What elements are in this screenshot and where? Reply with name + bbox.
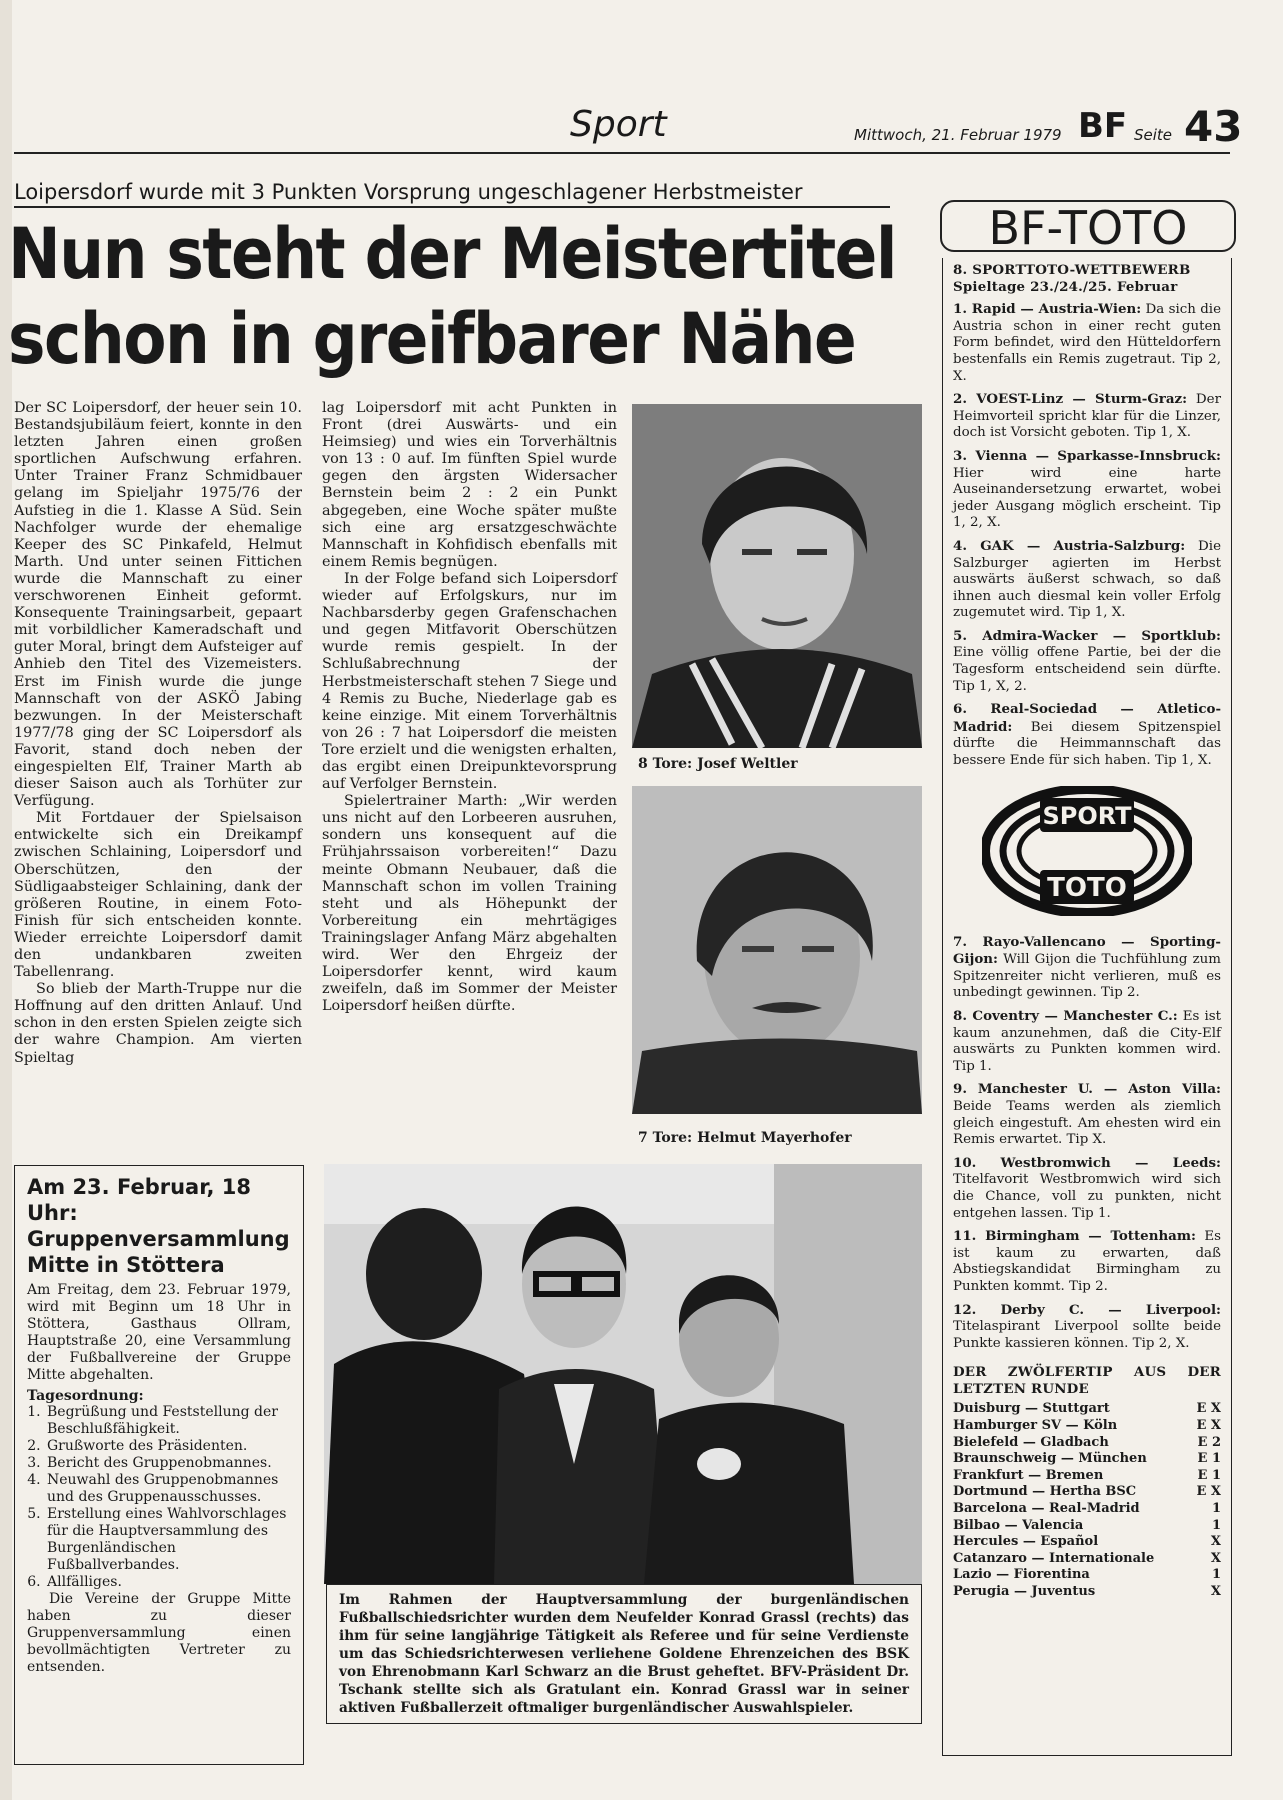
result-match: Hamburger SV — Köln (953, 1418, 1118, 1434)
result-row (953, 1534, 1221, 1551)
match-text: Eine völlig offene Partie, bei der die Tagesform entscheidend sein dürfte. Tip 1, X, 2. (953, 645, 1221, 694)
meeting-closing: Die Vereine der Gruppe Mitte haben zu dieser Gruppenversammlung einen bevollmächtigten Vertreter zu entsenden. (27, 1591, 291, 1675)
toto-match (953, 701, 1221, 769)
header-rule (14, 152, 1230, 154)
toto-match (953, 1228, 1221, 1295)
paragraph: Spielertrainer Marth: „Wir werden uns nicht auf den Lorbeeren ausruhen, sondern uns konsequent auf die Frühjahrssaison vorbereiten!“ Dazu meinte Obmann Neubauer, daß die Mannschaft schon im vollen Training steht und als Höhepunkt der Vorbereitung ein mehrtägiges Trainingslager Anfang März abgehalten wird. Wer den Ehrgeiz der Loipersdorfer kennt, wird kaum zweifeln, daß im Sommer der Meister Loipersdorf heißen dürfte. (322, 793, 617, 1015)
result-tip: 1 (1211, 1517, 1221, 1533)
match-text: Die Salzburger agierten im Herbst auswärts äußerst schwach, so daß ihnen auch diesmal kein voller Erfolg zugemutet wird. Tip 1, X. (953, 538, 1221, 621)
headline-line-1: Nun steht der Meistertitel (8, 213, 897, 295)
result-row (953, 1518, 1221, 1535)
result-row (953, 1418, 1221, 1435)
result-row (953, 1567, 1221, 1584)
match-text: Es ist kaum anzunehmen, daß die City-Elf auswärts zu Punkten kommen wird. Tip 1. (953, 1009, 1221, 1074)
results-heading: DER ZWÖLFERTIP AUS DER LETZTEN RUNDE (953, 1364, 1221, 1397)
match-text: Bei diesem Spitzenspiel dürfte die Heimmannschaft das bessere Ende für sich haben. Tip 1, X. (953, 719, 1221, 769)
toto-match (953, 1081, 1221, 1148)
result-tip: E 1 (1197, 1451, 1221, 1467)
match-teams: 7. Rayo-Vallencano — Sporting-Gijon: (953, 933, 1221, 968)
ceremony-image (324, 1164, 922, 1584)
match-teams: 10. Westbromwich — Leeds: (953, 1154, 1221, 1171)
result-tip: 1 (1211, 1501, 1221, 1517)
agenda-item: 4. Neuwahl des Gruppenobmannes und des Gruppenausschusses. (45, 1472, 291, 1506)
agenda-item: 5. Erstellung eines Wahlvorschlages für die Hauptversammlung des Burgenländischen Fußballverbandes. (45, 1506, 291, 1574)
meeting-intro: Am Freitag, dem 23. Februar 1979, wird mit Beginn um 18 Uhr in Stöttera, Gasthaus Ollram, Hauptstraße 20, eine Versammlung der Fußballvereine der Gruppe Mitte abgehalten. (27, 1282, 291, 1383)
toto-match (953, 448, 1221, 532)
result-row (953, 1435, 1221, 1452)
paper-logo: BF (1078, 106, 1128, 146)
match-teams: 2. VOEST-Linz — Sturm-Graz: (953, 391, 1188, 408)
match-text: Will Gijon die Tuchfühlung zum Spitzenreiter nicht verlieren, muß es unbedingt gewinnen. Tip 2. (953, 952, 1221, 1001)
agenda-item: 3. Bericht des Gruppenobmannes. (45, 1455, 291, 1472)
result-row (953, 1484, 1221, 1501)
paragraph: Mit Fortdauer der Spielsaison entwickelte sich ein Dreikampf zwischen Schlaining, Loipersdorf und Oberschützen, den der Südligaabsteiger Schlaining, dank der größeren Routine, in einem Foto-Finish für sich entscheiden konnte. Wieder erreichte Loipersdorf damit den undankbaren zweiten Tabellenrang. (14, 810, 302, 981)
agenda-label: Tagesordnung: (27, 1388, 144, 1404)
result-tip: E 2 (1197, 1434, 1221, 1450)
toto-subheading: Spieltage 23./24./25. Februar (953, 278, 1178, 295)
article-headline (8, 212, 908, 382)
emblem-bottom-text: TOTO (1047, 872, 1127, 903)
toto-match (953, 1008, 1221, 1075)
section-name: Sport (570, 104, 667, 145)
toto-match (953, 391, 1221, 442)
article-kicker: Loipersdorf wurde mit 3 Punkten Vorsprung ungeschlagener Herbstmeister (14, 180, 890, 208)
page-label: Seite (1134, 126, 1173, 144)
match-teams: 3. Vienna — Sparkasse-Innsbruck: (953, 447, 1221, 464)
result-tip: X (1210, 1534, 1221, 1550)
agenda-item: 2. Grußworte des Präsidenten. (45, 1438, 291, 1455)
toto-match (953, 934, 1221, 1002)
result-row (953, 1584, 1221, 1601)
meeting-notice-box (14, 1165, 304, 1765)
toto-match (953, 538, 1221, 622)
result-match: Frankfurt — Bremen (953, 1467, 1104, 1483)
agenda-list (27, 1404, 291, 1591)
result-match: Duisburg — Stuttgart (953, 1401, 1110, 1417)
result-match: Lazio — Fiorentina (953, 1567, 1090, 1583)
match-text: Beide Teams werden als ziemlich gleich eingestuft. Am ehesten wird ein Remis erwartet. Tip X. (953, 1098, 1221, 1148)
article-column-2 (322, 400, 617, 1015)
match-teams: 4. GAK — Austria-Salzburg: (953, 537, 1186, 554)
result-tip: E X (1196, 1401, 1221, 1417)
bf-toto-logo: BF-TOTO (940, 200, 1236, 252)
paragraph: So blieb der Marth-Truppe nur die Hoffnung auf den dritten Anlauf. Und schon in den ersten Spielen zeigte sich der wahre Champion. Am vierten Spieltag (14, 981, 302, 1066)
result-match: Barcelona — Real-Madrid (953, 1501, 1140, 1517)
award-ceremony-photo (324, 1164, 922, 1584)
result-tip: X (1210, 1584, 1221, 1599)
match-teams: 5. Admira-Wacker — Sportklub: (953, 627, 1221, 644)
paragraph: lag Loipersdorf mit acht Punkten in Front (drei Auswärts- und ein Heimsieg) und wies ein Torverhältnis von 13 : 0 auf. Im fünften Spiel wurde gegen den ärgsten Widersacher Bernstein beim 2 : 2 ein Punkt abgegeben, eine Woche später mußte sich eine arg ersatzgeschwächte Mannschaft in Kohfidisch ebenfalls mit einem Remis begnügen. (322, 400, 617, 570)
results-list (953, 1401, 1221, 1600)
match-teams: 6. Real-Sociedad — Atletico-Madrid: (953, 701, 1221, 735)
photo-caption-mayerhofer: 7 Tore: Helmut Mayerhofer (638, 1130, 852, 1146)
meeting-title: Am 23. Februar, 18 Uhr: Gruppenversammlung Mitte in Stöttera (27, 1175, 290, 1277)
result-tip: E X (1196, 1418, 1221, 1434)
match-teams: 1. Rapid — Austria-Wien: (953, 301, 1142, 318)
match-text: Titelaspirant Liverpool sollte beide Punkte kassieren können. Tip 2, X. (953, 1319, 1221, 1351)
match-teams: 9. Manchester U. — Aston Villa: (953, 1081, 1221, 1098)
match-text: Da sich die Austria schon in einer recht guten Form befindet, wird den Hütteldorfern bestenfalls ein Remis zugetraut. Tip 2, X. (953, 302, 1221, 384)
match-teams: 8. Coventry — Manchester C.: (953, 1008, 1178, 1024)
headline-line-2: schon in greifbarer Nähe (8, 298, 856, 380)
toto-column (942, 258, 1232, 1756)
emblem-top-text: SPORT (1042, 801, 1132, 830)
agenda-item: 1. Begrüßung und Feststellung der Beschlußfähigkeit. (45, 1404, 291, 1438)
match-teams: 11. Birmingham — Tottenham: (953, 1228, 1196, 1245)
result-match: Bielefeld — Gladbach (953, 1434, 1109, 1450)
ceremony-photo-caption: Im Rahmen der Hauptversammlung der burgenländischen Fußballschiedsrichter wurden dem Neufelder Konrad Grassl (rechts) das ihm für seine langjährige Tätigkeit als Referee und für seine Verdienste um das Schiedsrichterwesen verliehene Goldene Ehrenzeichen des BSK von Ehrenobmann Karl Schwarz an die Brust geheftet. BFV-Präsident Dr. Tschank stellte sich als Gratulant ein. Konrad Grassl war in seiner aktiven Fußballerzeit oftmaliger burgenländischer Auswahlspieler. (326, 1584, 922, 1724)
result-match: Perugia — Juventus (953, 1584, 1096, 1599)
paragraph: Der SC Loipersdorf, der heuer sein 10. Bestandsjubiläum feiert, konnte in den letzten Jahren einen großen sportlichen Aufschwung erfahren. Unter Trainer Franz Schmidbauer gelang im Spieljahr 1975/76 der Aufstieg in die 1. Klasse A Süd. Sein Nachfolger wurde der ehemalige Keeper des SC Pinkafeld, Helmut Marth. Und unter seinen Fittichen wurde die Mannschaft zu einer verschworenen Einheit geformt. Konsequente Trainingsarbeit, gepaart mit vorbildlicher Kameradschaft und guter Moral, bringt dem Aufsteiger auf Anhieb den Titel des Vizemeisters. Erst im Finish wurde die junge Mannschaft von der ASKÖ Jabing bezwungen. In der Meisterschaft 1977/78 ging der SC Loipersdorf als Favorit, stand doch neben der eingespielten Elf, Trainer Marth ab dieser Saison auch als Torhüter zur Verfügung. (14, 400, 302, 810)
dateline: Mittwoch, 21. Februar 1979 (854, 126, 1062, 144)
match-text: Titelfavorit Westbromwich wird sich die Chance, voll zu punkten, nicht entgehen lassen. Tip 1. (953, 1172, 1221, 1221)
result-match: Bilbao — Valencia (953, 1517, 1084, 1533)
result-match: Dortmund — Hertha BSC (953, 1484, 1137, 1500)
paragraph: In der Folge befand sich Loipersdorf wieder auf Erfolgskurs, nur im Nachbarsderby gegen Grafenschachen und gegen Mitfavorit Oberschützen wurde remis gespielt. In der Schlußabrechnung der Herbstmeisterschaft stehen 7 Siege und 4 Remis zu Buche, Niederlage gab es keine einzige. Mit einem Torverhältnis von 26 : 7 hat Loipersdorf die meisten Tore erzielt und die wenigsten erhalten, das ergibt einen Dreipunktevorsprung auf Verfolger Bernstein. (322, 570, 617, 793)
result-match: Hercules — Español (953, 1534, 1099, 1550)
match-text: Es ist kaum zu erwarten, daß Abstiegskandidat Birmingham zu Punkten kommt. Tip 2. (953, 1229, 1222, 1294)
portrait-image (632, 404, 922, 748)
match-text: Hier wird eine harte Auseinandersetzung erwartet, wobei jeder Ausgang möglich erscheint. Tip 1, 2, X. (953, 465, 1221, 531)
result-row (953, 1468, 1221, 1485)
page-header (570, 98, 1243, 151)
result-tip: E 1 (1197, 1467, 1221, 1483)
result-row (953, 1551, 1221, 1568)
match-teams: 12. Derby C. — Liverpool: (953, 1301, 1221, 1318)
result-tip: X (1210, 1550, 1221, 1566)
agenda-item: 6. Allfälliges. (45, 1574, 291, 1591)
sport-toto-emblem (982, 786, 1192, 916)
portrait-image (632, 786, 922, 1114)
toto-match (953, 1302, 1221, 1353)
match-text: Der Heimvorteil spricht klar für die Linzer, doch ist Vorsicht geboten. Tip 1, X. (953, 392, 1221, 441)
toto-match (953, 628, 1221, 695)
result-row (953, 1451, 1221, 1468)
result-match: Catanzaro — Internationale (953, 1550, 1155, 1566)
article-column-1 (14, 400, 302, 1067)
result-tip: 1 (1211, 1567, 1221, 1583)
toto-heading: 8. SPORTTOTO-WETTBEWERB (953, 262, 1191, 278)
result-tip: E X (1196, 1484, 1221, 1500)
result-match: Braunschweig — München (953, 1451, 1147, 1467)
portrait-photo-mayerhofer (632, 786, 922, 1114)
photo-caption-weltler: 8 Tore: Josef Weltler (638, 756, 798, 772)
toto-match (953, 1155, 1221, 1222)
result-row (953, 1401, 1221, 1418)
portrait-photo-weltler (632, 404, 922, 748)
result-row (953, 1501, 1221, 1518)
page-number: 43 (1184, 102, 1243, 151)
toto-match (953, 301, 1221, 385)
